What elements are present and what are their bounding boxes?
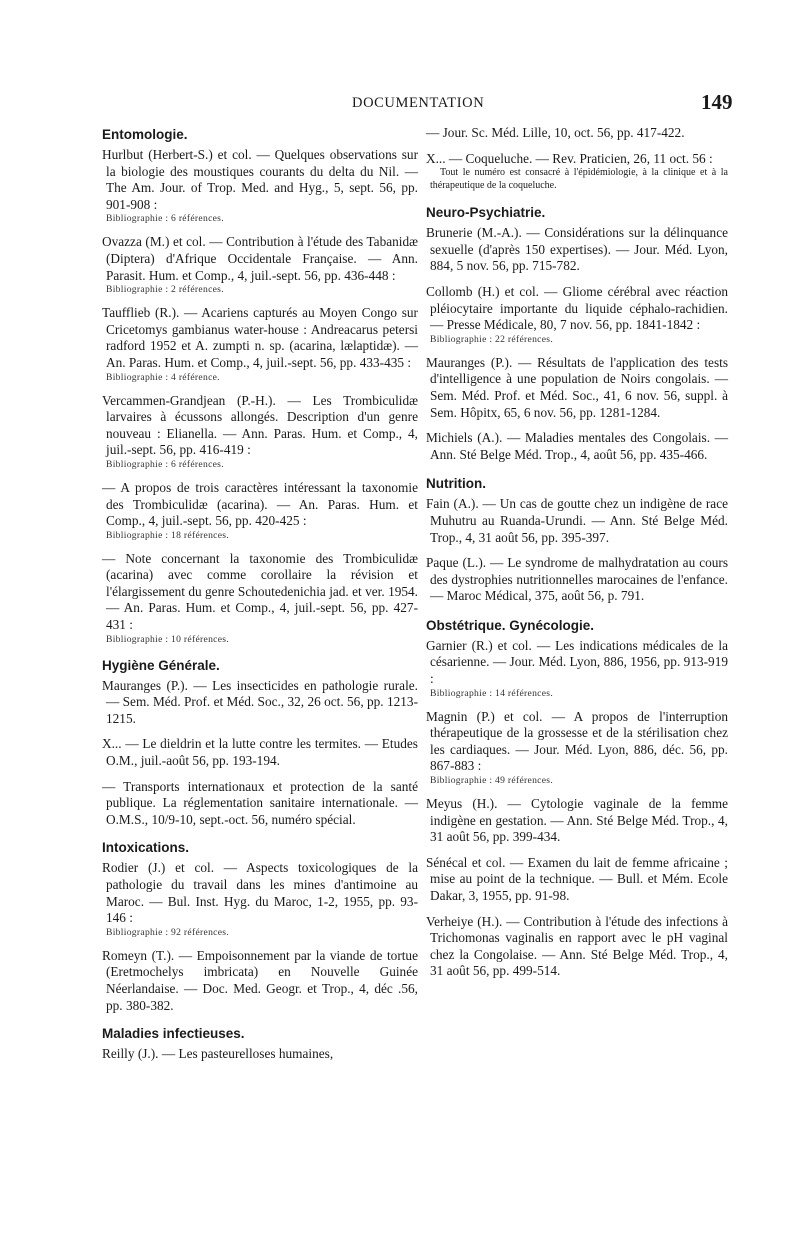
bibliography-entry [426, 225, 728, 275]
bibliography-entry [426, 638, 728, 700]
entry-bibliography-count: Bibliographie : 6 références. [106, 213, 224, 225]
entry-text: Hurlbut (Herbert-S.) et col. — Quelques observations sur la biologie des moustiques courants du delta du Nil. — The Am. Jour. of Trop. Med. and Hyg., 5, sept. 56, pp. 901-908 : [102, 147, 418, 212]
bibliography-entry [102, 480, 418, 542]
entry-text: Collomb (H.) et col. — Gliome cérébral avec réaction pléiocytaire importante du liquide céphalo-rachidien. — Presse Médicale, 80, 7 nov. 56, pp. 1841-1842 : [426, 283, 728, 333]
bibliography-entry [426, 496, 728, 546]
entry-text: Verheiye (H.). — Contribution à l'étude des infections à Trichomonas vaginalis en rapport avec le pH vaginal chez la Congolaise. — Ann. Sté Belge Méd. Trop., 4, 31 août 56, pp. 499-514. [426, 913, 728, 979]
entry-text: Mauranges (P.). — Les insecticides en pathologie rurale. — Sem. Méd. Prof. et Méd. Soc., 32, 26 oct. 56, pp. 1213-1215. [102, 677, 418, 726]
entry-text: X... — Le dieldrin et la lutte contre les termites. — Etudes O.M., juil.-août 56, pp. 193-194. [102, 736, 418, 769]
entry-bibliography-count: Bibliographie : 10 références. [106, 633, 230, 645]
bibliography-entry [102, 1046, 418, 1063]
entry-text: X... — Coqueluche. — Rev. Praticien, 26, 11 oct. 56 : [426, 150, 713, 166]
section-heading: Intoxications. [102, 840, 190, 856]
entry-bibliography-count: Bibliographie : 6 références. [106, 458, 224, 470]
entry-text: Paque (L.). — Le syndrome de malhydratation au cours des dystrophies nutritionnelles marocaines de l'enfance. — Maroc Médical, 375, août 56, p. 791. [426, 555, 728, 604]
entry-text: Fain (A.). — Un cas de goutte chez un indigène de race Muhutru au Ruanda-Urundi. — Ann. Sté Belge Méd. Trop., 4, 31 août 56, pp. 395-397. [426, 496, 728, 545]
bibliography-entry [102, 736, 418, 769]
entry-text: — Jour. Sc. Méd. Lille, 10, oct. 56, pp. 417-422. [426, 125, 685, 140]
section-heading: Nutrition. [426, 476, 486, 492]
page-number: 149 [701, 90, 733, 114]
bibliography-entry [102, 234, 418, 296]
bibliography-entry [426, 709, 728, 787]
bibliography-entry [426, 430, 728, 463]
bibliography-entry [426, 151, 728, 193]
entry-text: Michiels (A.). — Maladies mentales des Congolais. — Ann. Sté Belge Méd. Trop., 4, août 56, pp. 435-466. [426, 430, 728, 462]
entry-text: Reilly (J.). — Les pasteurelloses humaines, [102, 1046, 334, 1062]
bibliography-entry [426, 555, 728, 605]
bibliography-entry [102, 393, 418, 471]
entry-text: Brunerie (M.-A.). — Considérations sur la délinquance sexuelle (d'après 150 expertises). — Jour. Méd. Lyon, 884, 5 nov. 56, pp. 715-782. [426, 225, 728, 274]
entry-bibliography-count: Bibliographie : 14 références. [430, 687, 554, 699]
bibliography-entry [102, 678, 418, 728]
section-heading: Hygiène Générale. [102, 657, 220, 673]
bibliography-entry [426, 284, 728, 346]
entry-text: Rodier (J.) et col. — Aspects toxicologiques de la pathologie du travail dans les mines d'antimoine au Maroc. — Bul. Inst. Hyg. du Maroc, 1-2, 1955, pp. 93-146 : [102, 860, 418, 926]
entry-text: — A propos de trois caractères intéressant la taxonomie des Trombiculidæ (acarina). — An. Paras. Hum. et Comp., 4, juil.-sept. 56, pp. 420-425 : [102, 479, 418, 529]
entry-text: — Transports internationaux et protection de la santé publique. La réglementation sanitaire internationale. — O.M.S., 10/9-10, sept.-oct. 56, numéro spécial. [102, 778, 418, 827]
entry-bibliography-count: Bibliographie : 2 références. [106, 284, 224, 296]
bibliography-entry [426, 855, 728, 905]
entry-text: — Note concernant la taxonomie des Trombiculidæ (acarina) avec comme corollaire la révision et l'élargissement du genre Schoutedenichia jad. et ver. 1954. — An. Paras. Hum. et Comp., 4, juil.-sept. 56, pp. 427-431 : [102, 550, 418, 633]
entry-bibliography-count: Bibliographie : 49 références. [430, 775, 554, 787]
bibliography-entry [102, 860, 418, 938]
section-heading: Entomologie. [102, 127, 188, 142]
entry-text: Mauranges (P.). — Résultats de l'application des tests d'intelligence à une population de Noirs congolais. — Sem. Méd. Prof. et Méd. Soc., 41, 6 nov. 56, suppl. à Sem. Hôpitx, 65, 6 nov. 56, pp. 1281-1284. [426, 354, 728, 420]
entry-text: Sénécal et col. — Examen du lait de femme africaine ; mise au point de la technique. — Bull. et Mém. Ecole Dakar, 3, 1955, pp. 91-98. [426, 854, 728, 903]
entry-text: Meyus (H.). — Cytologie vaginale de la femme indigène en gestation. — Ann. Sté Belge Méd. Trop., 4, 31 août 56, pp. 399-434. [426, 796, 728, 845]
entry-text: Tauffliеb (R.). — Acariens capturés au Moyen Congo sur Cricetomys gambianus water-house : Andreacarus petersi radford 1952 et A. zumpti n. sp. (acarina, lælaptidæ). — An. Paras. Hum. et Comp., 4, juil.-sept. 56, pp. 433-435 : [102, 305, 418, 370]
bibliography-entry [426, 796, 728, 846]
entry-text: Romeyn (T.). — Empoisonnement par la viande de tortue (Eretmochelys imbricata) en Nouvelle Guinée Néerlandaise. — Doc. Med. Geogr. et Trop., 4, déc .56, pp. 380-382. [102, 947, 418, 1013]
bibliography-entry [102, 147, 418, 225]
entry-bibliography-count: Bibliographie : 4 référence. [106, 371, 220, 383]
bibliography-entry [102, 551, 418, 646]
section-heading: Neuro-Psychiatrie. [426, 205, 546, 221]
bibliography-entry [426, 355, 728, 421]
entry-bibliography-count: Bibliographie : 22 références. [430, 333, 554, 345]
section-heading: Obstétrique. Gynécologie. [426, 617, 595, 633]
entry-text: Ovazza (M.) et col. — Contribution à l'étude des Tabanidæ (Diptera) d'Afrique Occidentale Française. — Ann. Parasit. Hum. et Comp., 4, juil.-sept. 56, pp. 436-448 : [102, 234, 418, 283]
section-heading: Maladies infectieuses. [102, 1026, 245, 1042]
left-column [102, 125, 418, 1072]
entry-bibliography-count: Bibliographie : 18 références. [106, 529, 230, 541]
bibliography-entry [102, 305, 418, 383]
entry-text: Magnin (P.) et col. — A propos de l'interruption thérapeutique de la grossesse et de la stérilisation chez les cardiaques. — Jour. Méd. Lyon, 886, déc. 56, pp. 867-883 : [426, 708, 728, 774]
bibliography-entry [102, 779, 418, 829]
bibliography-entry [426, 914, 728, 980]
bibliography-entry [426, 125, 728, 142]
right-column [426, 125, 728, 989]
running-title: DOCUMENTATION [352, 95, 485, 111]
entry-note: Tout le numéro est consacré à l'épidémiologie, à la clinique et à la thérapeutique de la coqueluche. [430, 167, 728, 191]
entry-text: Vercammen-Grandjean (P.-H.). — Les Trombiculidæ larvaires à écussons allongés. Description d'un genre nouveau : Elianella. — Ann. Paras. Hum. et Comp., 4, juil.-sept. 56, pp. 416-419 : [102, 392, 418, 458]
entry-bibliography-count: Bibliographie : 92 références. [106, 926, 230, 938]
bibliography-entry [102, 948, 418, 1014]
page-header [0, 92, 800, 116]
entry-text: Garnier (R.) et col. — Les indications médicales de la césarienne. — Jour. Méd. Lyon, 886, 1956, pp. 913-919 : [426, 637, 728, 687]
